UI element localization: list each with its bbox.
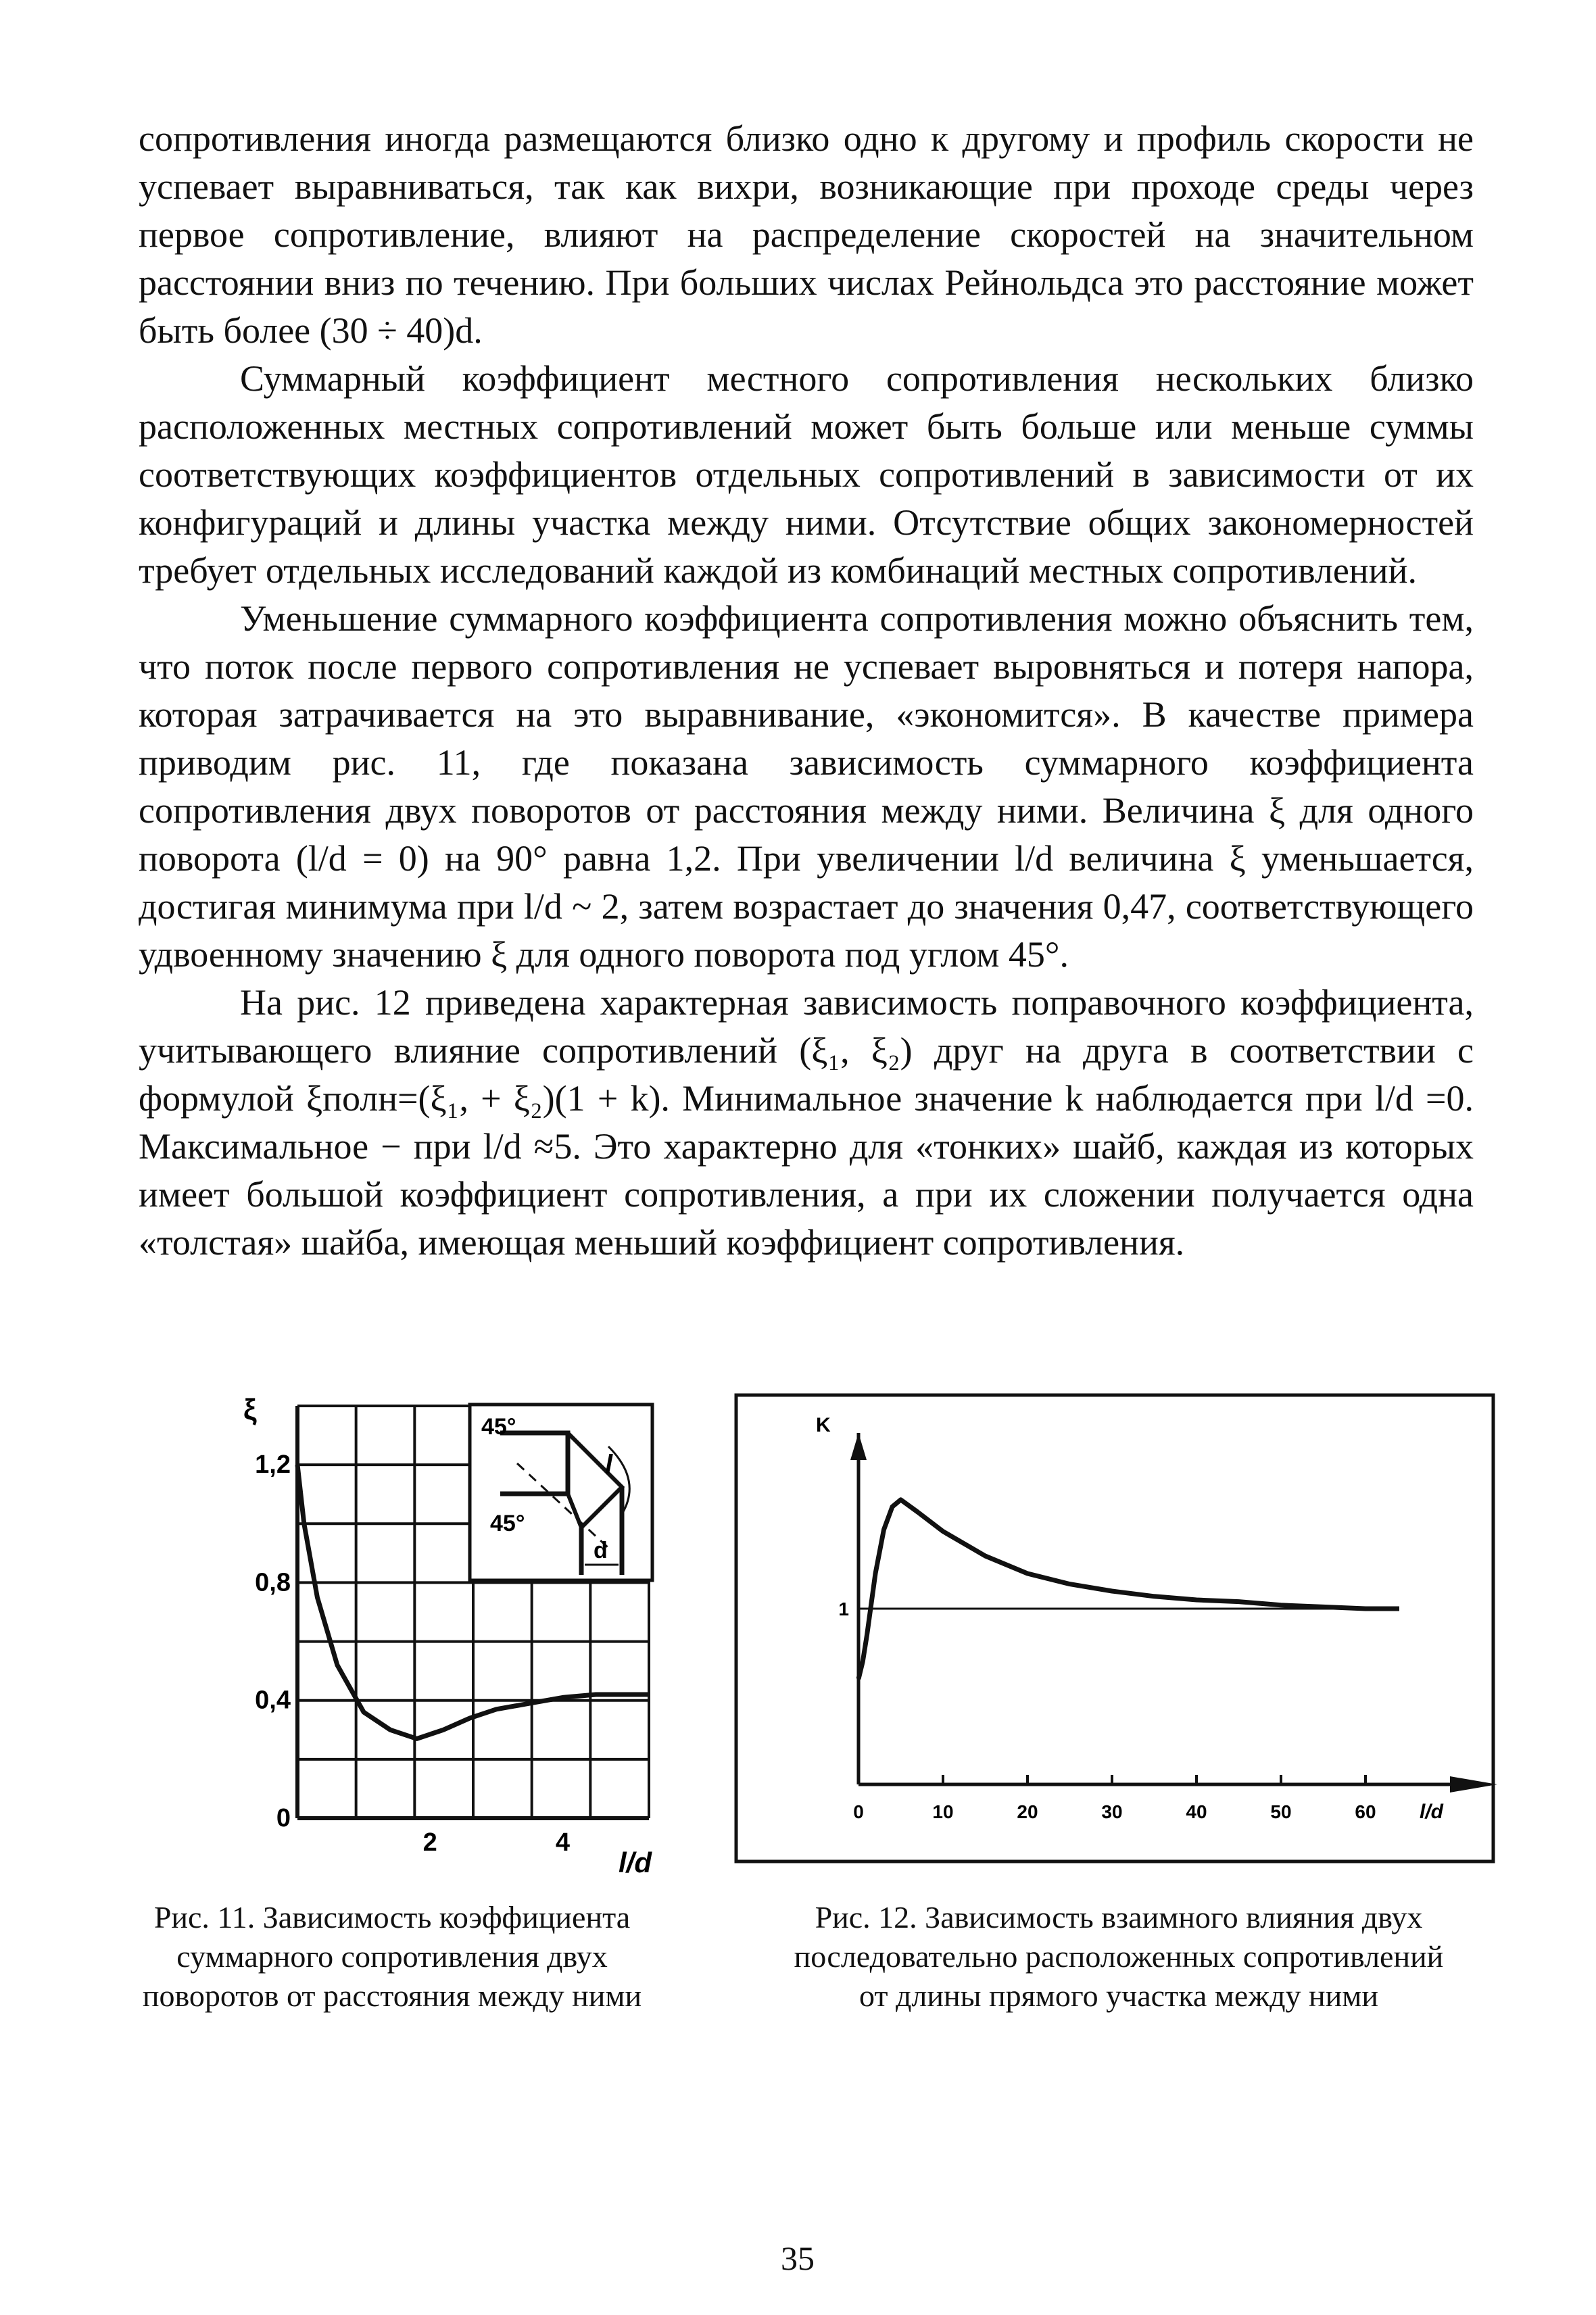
fig12-x-tick-label: 0 — [853, 1801, 864, 1822]
fig11-x-axis-label: l/d — [619, 1847, 652, 1878]
fig12-x-tick-label: 10 — [932, 1801, 954, 1822]
fig11-y-tick-label: 0,4 — [255, 1686, 291, 1715]
fig11-inset-angle-bottom: 45° — [490, 1511, 525, 1536]
fig11-inset-diameter: d — [594, 1538, 608, 1563]
fig11-y-tick-label: 1,2 — [255, 1451, 291, 1480]
paragraph-4: На рис. 12 приведена характерная зависимость поправочного коэффициента, учитывающего влияние сопротивлений (ξ₁, ξ₂) друг на друга в соответствии с формулой ξполн=(ξ₁, + ξ₂)(1 + k). Минимальное значение k наблюдается при l/d =0. Максимальное − при l/d ≈5. Это характерно для «тонких» шайб, каждая из которых имеет большой коэффициент сопротивления, а при их сложении получается одна «толстая» шайба, имеющая меньший коэффициент сопротивления. — [139, 982, 1474, 1263]
fig12-x-tick-label: 40 — [1186, 1801, 1207, 1822]
fig12-x-axis-label: l/d — [1420, 1801, 1443, 1823]
body-text — [139, 115, 1474, 1267]
fig12-frame — [736, 1395, 1493, 1861]
fig12-y-arrow — [850, 1433, 867, 1460]
page-number: 35 — [781, 2239, 815, 2277]
fig12-series-line — [859, 1500, 1399, 1679]
fig12-y-axis-label: K — [816, 1414, 831, 1436]
fig12-x-tick-label: 30 — [1101, 1801, 1123, 1822]
fig11-y-tick-label: 0 — [276, 1804, 291, 1832]
fig12-x-tick-label: 50 — [1270, 1801, 1292, 1822]
fig11-x-tick-label: 2 — [422, 1828, 437, 1857]
fig11-inset-angle-top: 45° — [481, 1414, 516, 1440]
paragraph-3: Уменьшение суммарного коэффициента сопротивления можно объяснить тем, что поток после первого сопротивления не успевает выровняться и потеря напора, которая затрачивается на это выравнивание, «экономится». В качестве примера приводим рис. 11, где показана зависимость суммарного коэффициента сопротивления двух поворотов от расстояния между ними. Величина ξ для одного поворота (l/d = 0) на 90° равна 1,2. При увеличении l/d величина ξ уменьшается, достигая минимума при l/d ~ 2, затем возрастает до значения 0,47, соответствующего удвоенному значению ξ для одного поворота под углом 45°. — [139, 598, 1474, 975]
fig12-curve — [859, 1500, 1399, 1679]
fig12-x-tick-label: 20 — [1017, 1801, 1038, 1822]
fig12-y-tick-label: 1 — [838, 1599, 849, 1619]
paragraph-2: Суммарный коэффициент местного сопротивления нескольких близко расположенных местных сопротивлений может быть больше или меньше суммы соответствующих коэффициентов отдельных сопротивлений в зависимости от их конфигураций и длины участка между ними. Отсутствие общих закономерностей требует отдельных исследований каждой из комбинаций местных сопротивлений. — [139, 358, 1474, 591]
fig12-tick-labels — [838, 1599, 1376, 1822]
fig12-caption: Рис. 12. Зависимость взаимного влияния двух последовательно расположенных сопротивлений от длины прямого участка между ними — [794, 1900, 1444, 2013]
fig12-axes — [850, 1433, 1497, 1793]
fig11-inset-length: l — [605, 1450, 613, 1480]
figure-11 — [203, 1392, 730, 1886]
paragraph-1: сопротивления иногда размещаются близко одно к другому и профиль скорости не успевает выравниваться, так как вихри, возникающие при проходе среды через первое сопротивление, влияют на распределение скоростей на значительном расстоянии вниз по течению. При больших числах Рейнольдса это расстояние может быть более (30 ÷ 40)d. — [139, 118, 1474, 351]
fig12-x-tick-label: 60 — [1355, 1801, 1376, 1822]
fig11-caption: Рис. 11. Зависимость коэффициента суммарного сопротивления двух поворотов от расстояния между ними — [142, 1900, 642, 2013]
fig11-x-tick-label: 4 — [555, 1828, 571, 1857]
fig11-y-tick-label: 0,8 — [255, 1568, 291, 1597]
figure-12 — [733, 1392, 1497, 1866]
fig11-elbow-inset — [470, 1405, 652, 1580]
fig11-y-axis-label: ξ — [243, 1393, 257, 1426]
fig12-x-arrow — [1450, 1776, 1497, 1793]
